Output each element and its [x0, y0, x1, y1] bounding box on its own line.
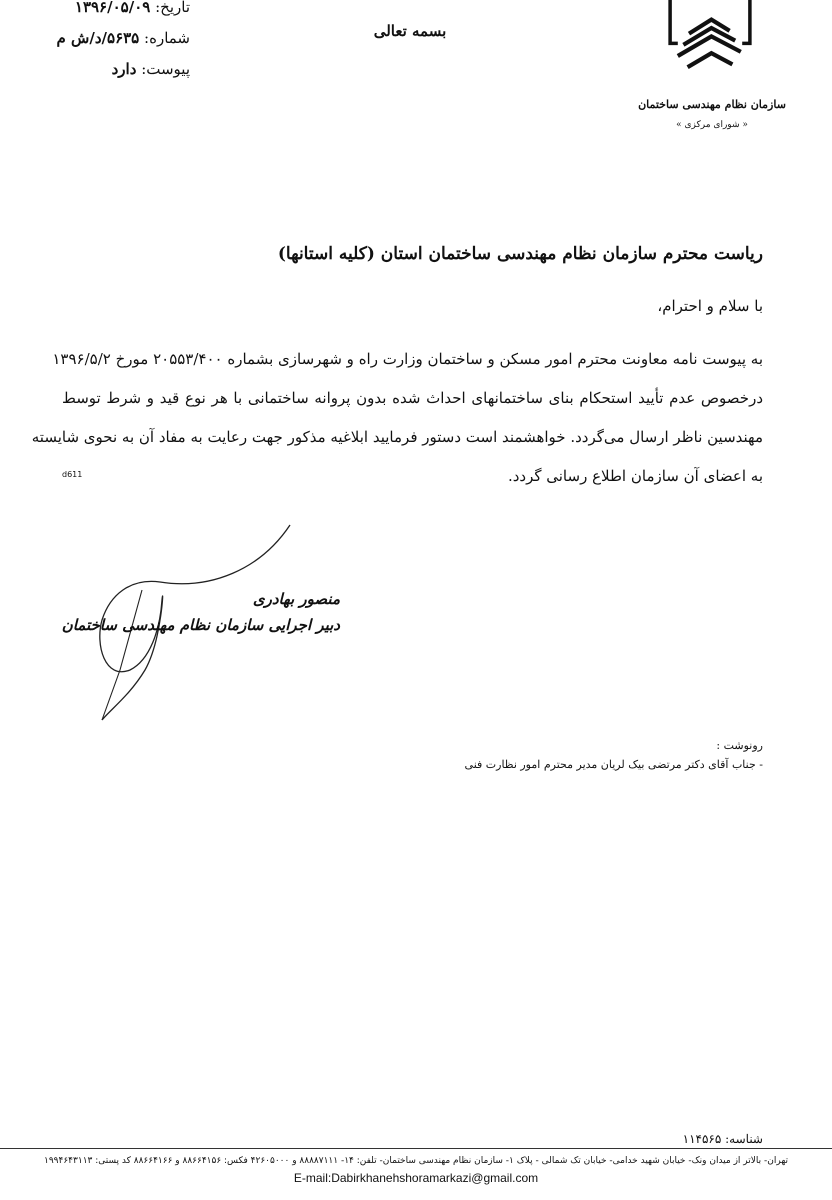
date-value: ۱۳۹۶/۰۵/۰۹	[74, 0, 151, 16]
footer-divider	[0, 1148, 832, 1149]
signatory-name: منصور بهادری	[252, 590, 340, 608]
organization-logo-icon	[650, 0, 770, 70]
attachment-label: پیوست:	[141, 60, 190, 78]
body-line-3: مهندسین ناظر ارسال می‌گردد. خواهشمند است دستور فرمایید ابلاغیه مذکور جهت رعایت به مفاد آن به نحوی شایسته	[31, 428, 763, 446]
document-id	[600, 1132, 763, 1146]
organization-subtitle: « شورای مرکزی »	[676, 120, 748, 130]
cc-recipient: - جناب آقای دکتر مرتضی بیک لریان مدیر محترم امور نظارت فنی	[464, 758, 763, 771]
organization-name: سازمان نظام مهندسی ساختمان	[638, 98, 786, 111]
footer-email: E-mail:Dabirkhanehshoramarkazi@gmail.com	[293, 1171, 539, 1185]
date-row	[20, 0, 190, 23]
cc-label: رونوشت :	[716, 739, 763, 752]
footer-address: تهران- بالاتر از میدان ونک- خیابان شهید خدامی- خیابان تک شمالی - پلاک ۱- سازمان نظام مهندسی ساختمان- تلفن: ۱۴- ۸۸۸۸۷۱۱۱ و ۴۲۶۰۵۰۰۰ فکس: ۸۸۶۶۴۱۵۶ و ۸۸۶۶۴۱۶۶ کد پستی: ۱۹۹۴۶۴۳۱۱۳	[44, 1156, 788, 1166]
recipient-line: ریاست محترم سازمان نظام مهندسی ساختمان استان (کلیه استانها)	[277, 244, 763, 264]
attachment-row	[20, 54, 190, 85]
document-code: d611	[62, 470, 83, 479]
body-line-4: به اعضای آن سازمان اطلاع رسانی گردد.	[507, 467, 763, 485]
number-value: ۵۶۳۵/د/ش م	[56, 29, 140, 47]
salutation: با سلام و احترام،	[657, 297, 763, 315]
number-label: شماره:	[144, 29, 190, 47]
attachment-value: دارد	[111, 60, 137, 78]
basmala: بسمه تعالی	[373, 22, 447, 40]
id-label: شناسه:	[725, 1132, 763, 1146]
signatory-title: دبیر اجرایی سازمان نظام مهندسی ساختمان	[61, 616, 340, 634]
letter-meta	[20, 0, 190, 85]
body-line-2: درخصوص عدم تأیید استحکام بنای ساختمانهای احداث شده بدون پروانه ساختمانی با هر نوع قید و شرط توسط	[62, 389, 763, 407]
id-value: ۱۱۴۵۶۵	[682, 1132, 722, 1146]
date-label: تاریخ:	[155, 0, 190, 16]
number-row	[20, 23, 190, 54]
body-line-1: به پیوست نامه معاونت محترم امور مسکن و ساختمان وزارت راه و شهرسازی بشماره ۲۰۵۵۳/۴۰۰ مورخ ۱۳۹۶/۵/۲	[52, 350, 763, 368]
